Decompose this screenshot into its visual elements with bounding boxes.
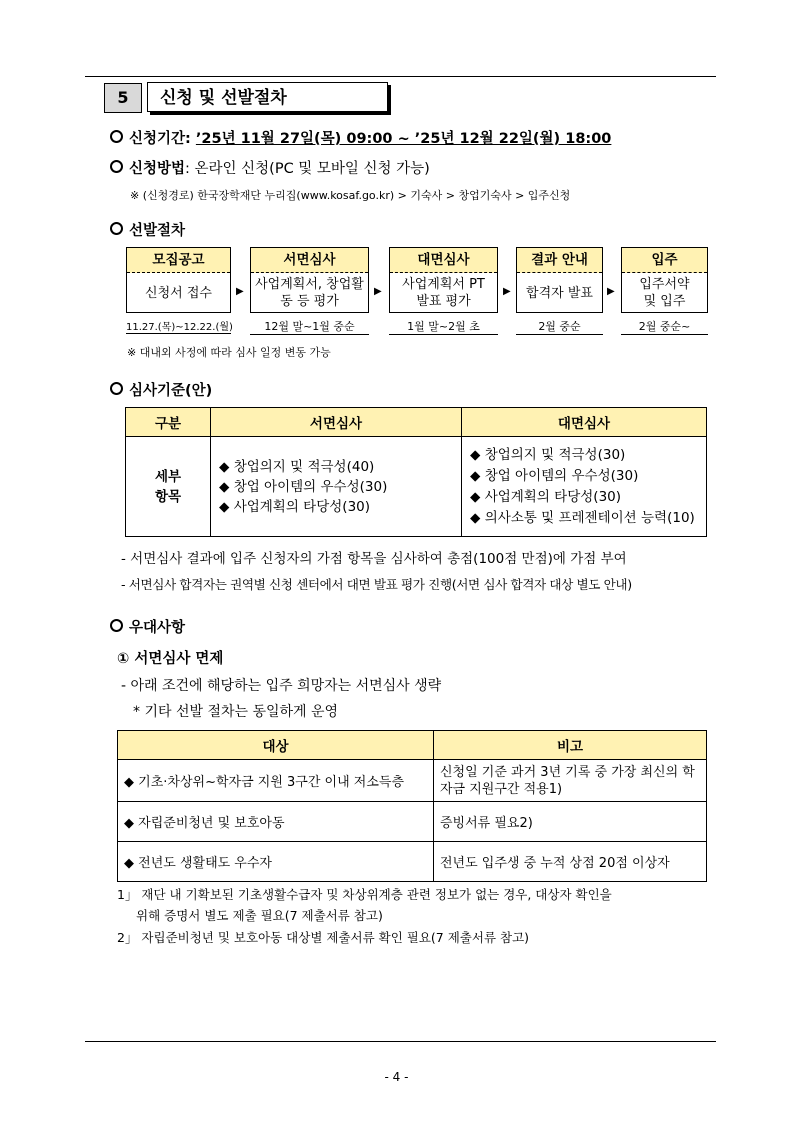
process-heading: 선발절차 [110, 219, 185, 240]
stage-date: 12월 말~1월 중순 [250, 318, 369, 335]
section-number: 5 [104, 83, 142, 113]
criteria-row-label: 세부 항목 [126, 437, 211, 537]
stage-written: 서면심사 사업계획서, 창업활동 등 평가 [250, 247, 369, 313]
criteria-table [125, 407, 707, 537]
list-item: ◆ 창업 아이템의 우수성(30) [470, 467, 639, 484]
bottom-rule [85, 1041, 716, 1042]
preference-desc: - 아래 조건에 해당하는 입주 희망자는 서면심사 생략 [121, 678, 442, 694]
page-number: - 4 - [384, 1070, 409, 1084]
method-note: ※ (신청경로) 한국장학재단 누리집(www.kosaf.go.kr) > 기숙사 > 창업기숙사 > 입주신청 [130, 189, 571, 202]
arrow-icon: ▶ [236, 286, 244, 297]
method-label: 신청방법 [129, 161, 186, 177]
criteria-note: - 서면심사 합격자는 권역별 신청 센터에서 대면 발표 평가 진행(서면 심사 합격자 대상 별도 안내) [121, 577, 632, 592]
bullet-circle-icon [110, 619, 123, 632]
list-item: ◆ 창업의지 및 적극성(40) [219, 458, 375, 475]
period-value: ’25년 11월 27일(목) 09:00 ~ ’25년 12월 22일(월) 18:00 [195, 131, 612, 147]
interview-criteria [462, 437, 707, 537]
criteria-header: 서면심사 [211, 408, 462, 437]
preference-subtitle: ① 서면심사 면제 [117, 651, 224, 667]
process-note: ※ 대내외 사정에 따라 심사 일정 변동 가능 [127, 346, 331, 359]
section-title: 신청 및 선발절차 [147, 82, 388, 112]
written-criteria [211, 437, 462, 537]
arrow-icon: ▶ [374, 286, 382, 297]
stage-date: 2월 중순 [516, 318, 603, 335]
bullet-circle-icon [110, 222, 123, 235]
stage-date: 2월 중순~ [621, 318, 708, 335]
criteria-header: 대면심사 [462, 408, 707, 437]
criteria-heading: 심사기준(안) [110, 379, 212, 400]
stage-interview: 대면심사 사업계획서 PT 발표 평가 [389, 247, 498, 313]
stage-date: 11.27.(목)~12.22.(월) [126, 318, 231, 334]
preference-header: 비고 [434, 731, 707, 760]
method-value: : 온라인 신청(PC 및 모바일 신청 가능) [185, 161, 430, 177]
table-row: ◆ 기초·차상위~학자금 지원 3구간 이내 저소득층 신청일 기준 과거 3년 기록 중 가장 최신의 학자금 지원구간 적용1) [118, 760, 707, 802]
table-row: ◆ 자립준비청년 및 보호아동 증빙서류 필요2) [118, 802, 707, 842]
top-rule [85, 76, 716, 77]
list-item: ◆ 창업의지 및 적극성(30) [470, 446, 626, 463]
period-label: 신청기간 [129, 131, 186, 147]
bullet-circle-icon [110, 130, 123, 143]
list-item: ◆ 사업계획의 타당성(30) [470, 488, 622, 505]
table-row: ◆ 전년도 생활태도 우수자 전년도 입주생 중 누적 상점 20점 이상자 [118, 842, 707, 882]
stage-result: 결과 안내 합격자 발표 [516, 247, 603, 313]
list-item: ◆ 창업 아이템의 우수성(30) [219, 478, 388, 495]
stage-moving-in: 입주 입주서약 및 입주 [621, 247, 708, 313]
arrow-icon: ▶ [607, 286, 615, 297]
list-item: ◆ 사업계획의 타당성(30) [219, 498, 371, 515]
bullet-circle-icon [110, 382, 123, 395]
criteria-note: - 서면심사 결과에 입주 신청자의 가점 항목을 심사하여 총점(100점 만점)에 가점 부여 [121, 551, 627, 567]
preference-table [117, 730, 707, 882]
preference-heading: 우대사항 [110, 616, 185, 637]
stage-recruit: 모집공고 신청서 접수 [126, 247, 231, 313]
arrow-icon: ▶ [503, 286, 511, 297]
criteria-header: 구분 [126, 408, 211, 437]
footnote: 1」 재단 내 기확보된 기초생활수급자 및 차상위계층 관련 정보가 없는 경우, 대상자 확인을 [117, 887, 612, 902]
footnote: 2」 자립준비청년 및 보호아동 대상별 제출서류 확인 필요(7 제출서류 참고) [117, 930, 530, 945]
footnote: 위해 증명서 별도 제출 필요(7 제출서류 참고) [136, 908, 383, 923]
preference-header: 대상 [118, 731, 434, 760]
method-line [110, 157, 430, 178]
bullet-circle-icon [110, 160, 123, 173]
preference-desc2: * 기타 선발 절차는 동일하게 운영 [133, 704, 339, 720]
stage-date: 1월 말~2월 초 [389, 318, 498, 335]
period-line: 신청기간: ’25년 11월 27일(목) 09:00 ~ ’25년 12월 22일(월) 18:00 [110, 127, 611, 148]
list-item: ◆ 의사소통 및 프레젠테이션 능력(10) [470, 509, 695, 526]
